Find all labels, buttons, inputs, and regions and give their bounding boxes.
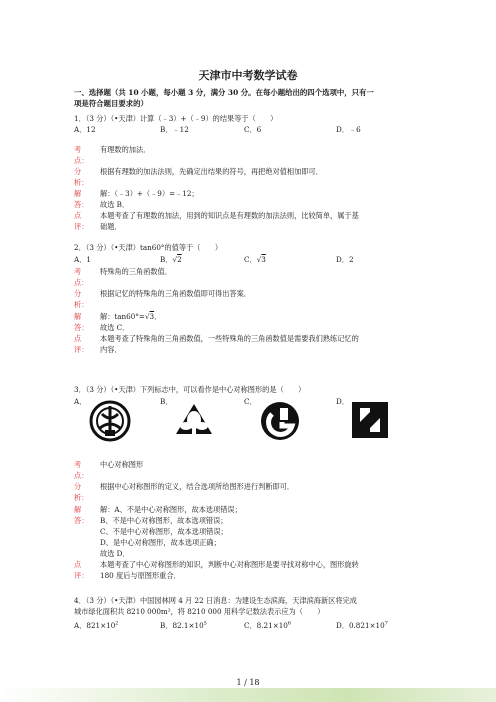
label-xi: 析： [74, 493, 89, 502]
q3-option-c: C． [244, 397, 257, 406]
label-dian: 点： [74, 156, 89, 165]
q3-jieda-1: 解：A、不是中心对称图形，故本选项错误； [100, 505, 242, 514]
q1-kaodian: 有理数的加法． [100, 145, 151, 154]
q4-option-b: B．$82.1\times 10^5$ [160, 620, 207, 630]
q3-jieda-3: C、不是中心对称图形，故本选项错误； [100, 527, 228, 536]
label-jie: 解 [74, 505, 82, 514]
label-ping: 评： [74, 571, 89, 580]
label-dian: 点： [74, 471, 89, 480]
label-kao: 考 [74, 460, 82, 469]
label-da: 答： [74, 323, 89, 332]
label-kao: 考 [74, 267, 82, 276]
q2-jieda: 解：tan60°=√3． [100, 312, 162, 321]
label-dian2: 点 [74, 560, 82, 569]
logo-a-image [88, 400, 132, 442]
label-kao: 考 [74, 145, 82, 154]
q3-dianping-2: 180 度后与原图形重合． [100, 571, 181, 580]
label-xi: 析： [74, 178, 89, 187]
logo-b-image [172, 400, 216, 442]
q4-option-d: D．$0.821\times 10^7$ [336, 620, 388, 630]
q1-option-b: B．﹣12 [160, 125, 189, 134]
q1-option-a: A．12 [74, 125, 96, 134]
label-da: 答： [74, 200, 89, 209]
label-ping: 评： [74, 222, 89, 231]
q1-stem: 1．（3 分）（•天津）计算（﹣3）+（﹣9）的结果等于（ ） [74, 114, 278, 123]
q4-option-c: C．$8.21\times 10^6$ [244, 620, 292, 630]
q3-jieda-2: B、不是中心对称图形，故本选项错误； [100, 516, 228, 525]
label-fen: 分 [74, 167, 82, 176]
label-xi: 析： [74, 300, 89, 309]
label-dian2: 点 [74, 211, 82, 220]
section-heading-cont: 项是符合题目要求的） [74, 99, 148, 108]
footer-decoration [0, 688, 496, 702]
label-da: 答： [74, 516, 89, 525]
q2-option-c: C．√3 [244, 255, 266, 264]
label-jie: 解 [74, 189, 82, 198]
q3-conclusion: 故选 D． [100, 549, 130, 558]
label-fen: 分 [74, 482, 82, 491]
q1-option-d: D．﹣6 [336, 125, 361, 134]
q2-option-d: D．2 [336, 255, 354, 264]
q3-stem: 3．（3 分）（•天津）下列标志中，可以看作是中心对称图形的是（ ） [74, 385, 306, 394]
q3-option-d: D． [336, 397, 349, 406]
q1-option-c: C．6 [244, 125, 262, 134]
q1-fenxi: 根据有理数的加法法则，先确定出结果的符号，再把绝对值相加即可． [100, 167, 323, 176]
logo-c-image [258, 400, 302, 442]
q3-jieda-4: D、是中心对称图形，故本选项正确； [100, 538, 221, 547]
q3-fenxi: 根据中心对称图形的定义，结合选项所给图形进行判断即可． [100, 482, 295, 491]
q1-dianping-2: 础题． [100, 222, 122, 231]
q4-option-a: A．$821\times 10^2$ [74, 620, 119, 630]
q4-stem-1: 4．（3 分）（•天津）中国园林网 4 月 22 日消息：为建设生态滨海，天津滨海新区将完成 [74, 596, 357, 605]
q1-dianping-1: 本题考查了有理数的加法，用到的知识点是有理数的加法法则，比较简单，属于基 [100, 211, 359, 220]
q2-dianping-1: 本题考查了特殊角的三角函数值，一些特殊角的三角函数值是需要我们熟练记忆的 [100, 334, 359, 343]
page-number: 1 / 18 [236, 678, 260, 687]
section-heading: 一、选择题（共 10 小题，每小题 3 分，满分 30 分。在每小题给出的四个选项中，只有一 [74, 88, 374, 97]
q2-fenxi: 根据记忆的特殊角的三角函数值即可得出答案． [100, 289, 251, 298]
q3-kaodian: 中心对称图形 [100, 460, 144, 469]
label-dian2: 点 [74, 334, 82, 343]
label-jie: 解 [74, 312, 82, 321]
q1-conclusion: 故选 B． [100, 200, 130, 209]
q2-option-b: B．√2 [160, 255, 182, 264]
label-dian: 点： [74, 278, 89, 287]
label-fen: 分 [74, 289, 82, 298]
q2-option-a: A．1 [74, 255, 91, 264]
q2-stem: 2．（3 分）（•天津）tan60°的值等于（ ） [74, 243, 223, 252]
q3-option-b: B． [160, 397, 173, 406]
q3-option-a: A． [74, 397, 87, 406]
q2-kaodian: 特殊角的三角函数值． [100, 267, 172, 276]
q3-dianping-1: 本题考查了中心对称图形的知识，判断中心对称图形是要寻找对称中心，图形旋转 [100, 560, 359, 569]
logo-d-image [350, 400, 390, 440]
label-ping: 评： [74, 345, 89, 354]
q2-dianping-2: 内容． [100, 345, 122, 354]
q1-jieda: 解：（﹣3）+（﹣9）=﹣12； [100, 189, 199, 198]
q4-stem-2: 城市绿化面积共 8210 000m²，将 8210 000 用科学记数法表示应为（ ） [74, 607, 325, 616]
page-title: 天津市中考数学试卷 [198, 69, 298, 82]
q2-conclusion: 故选 C． [100, 323, 130, 332]
